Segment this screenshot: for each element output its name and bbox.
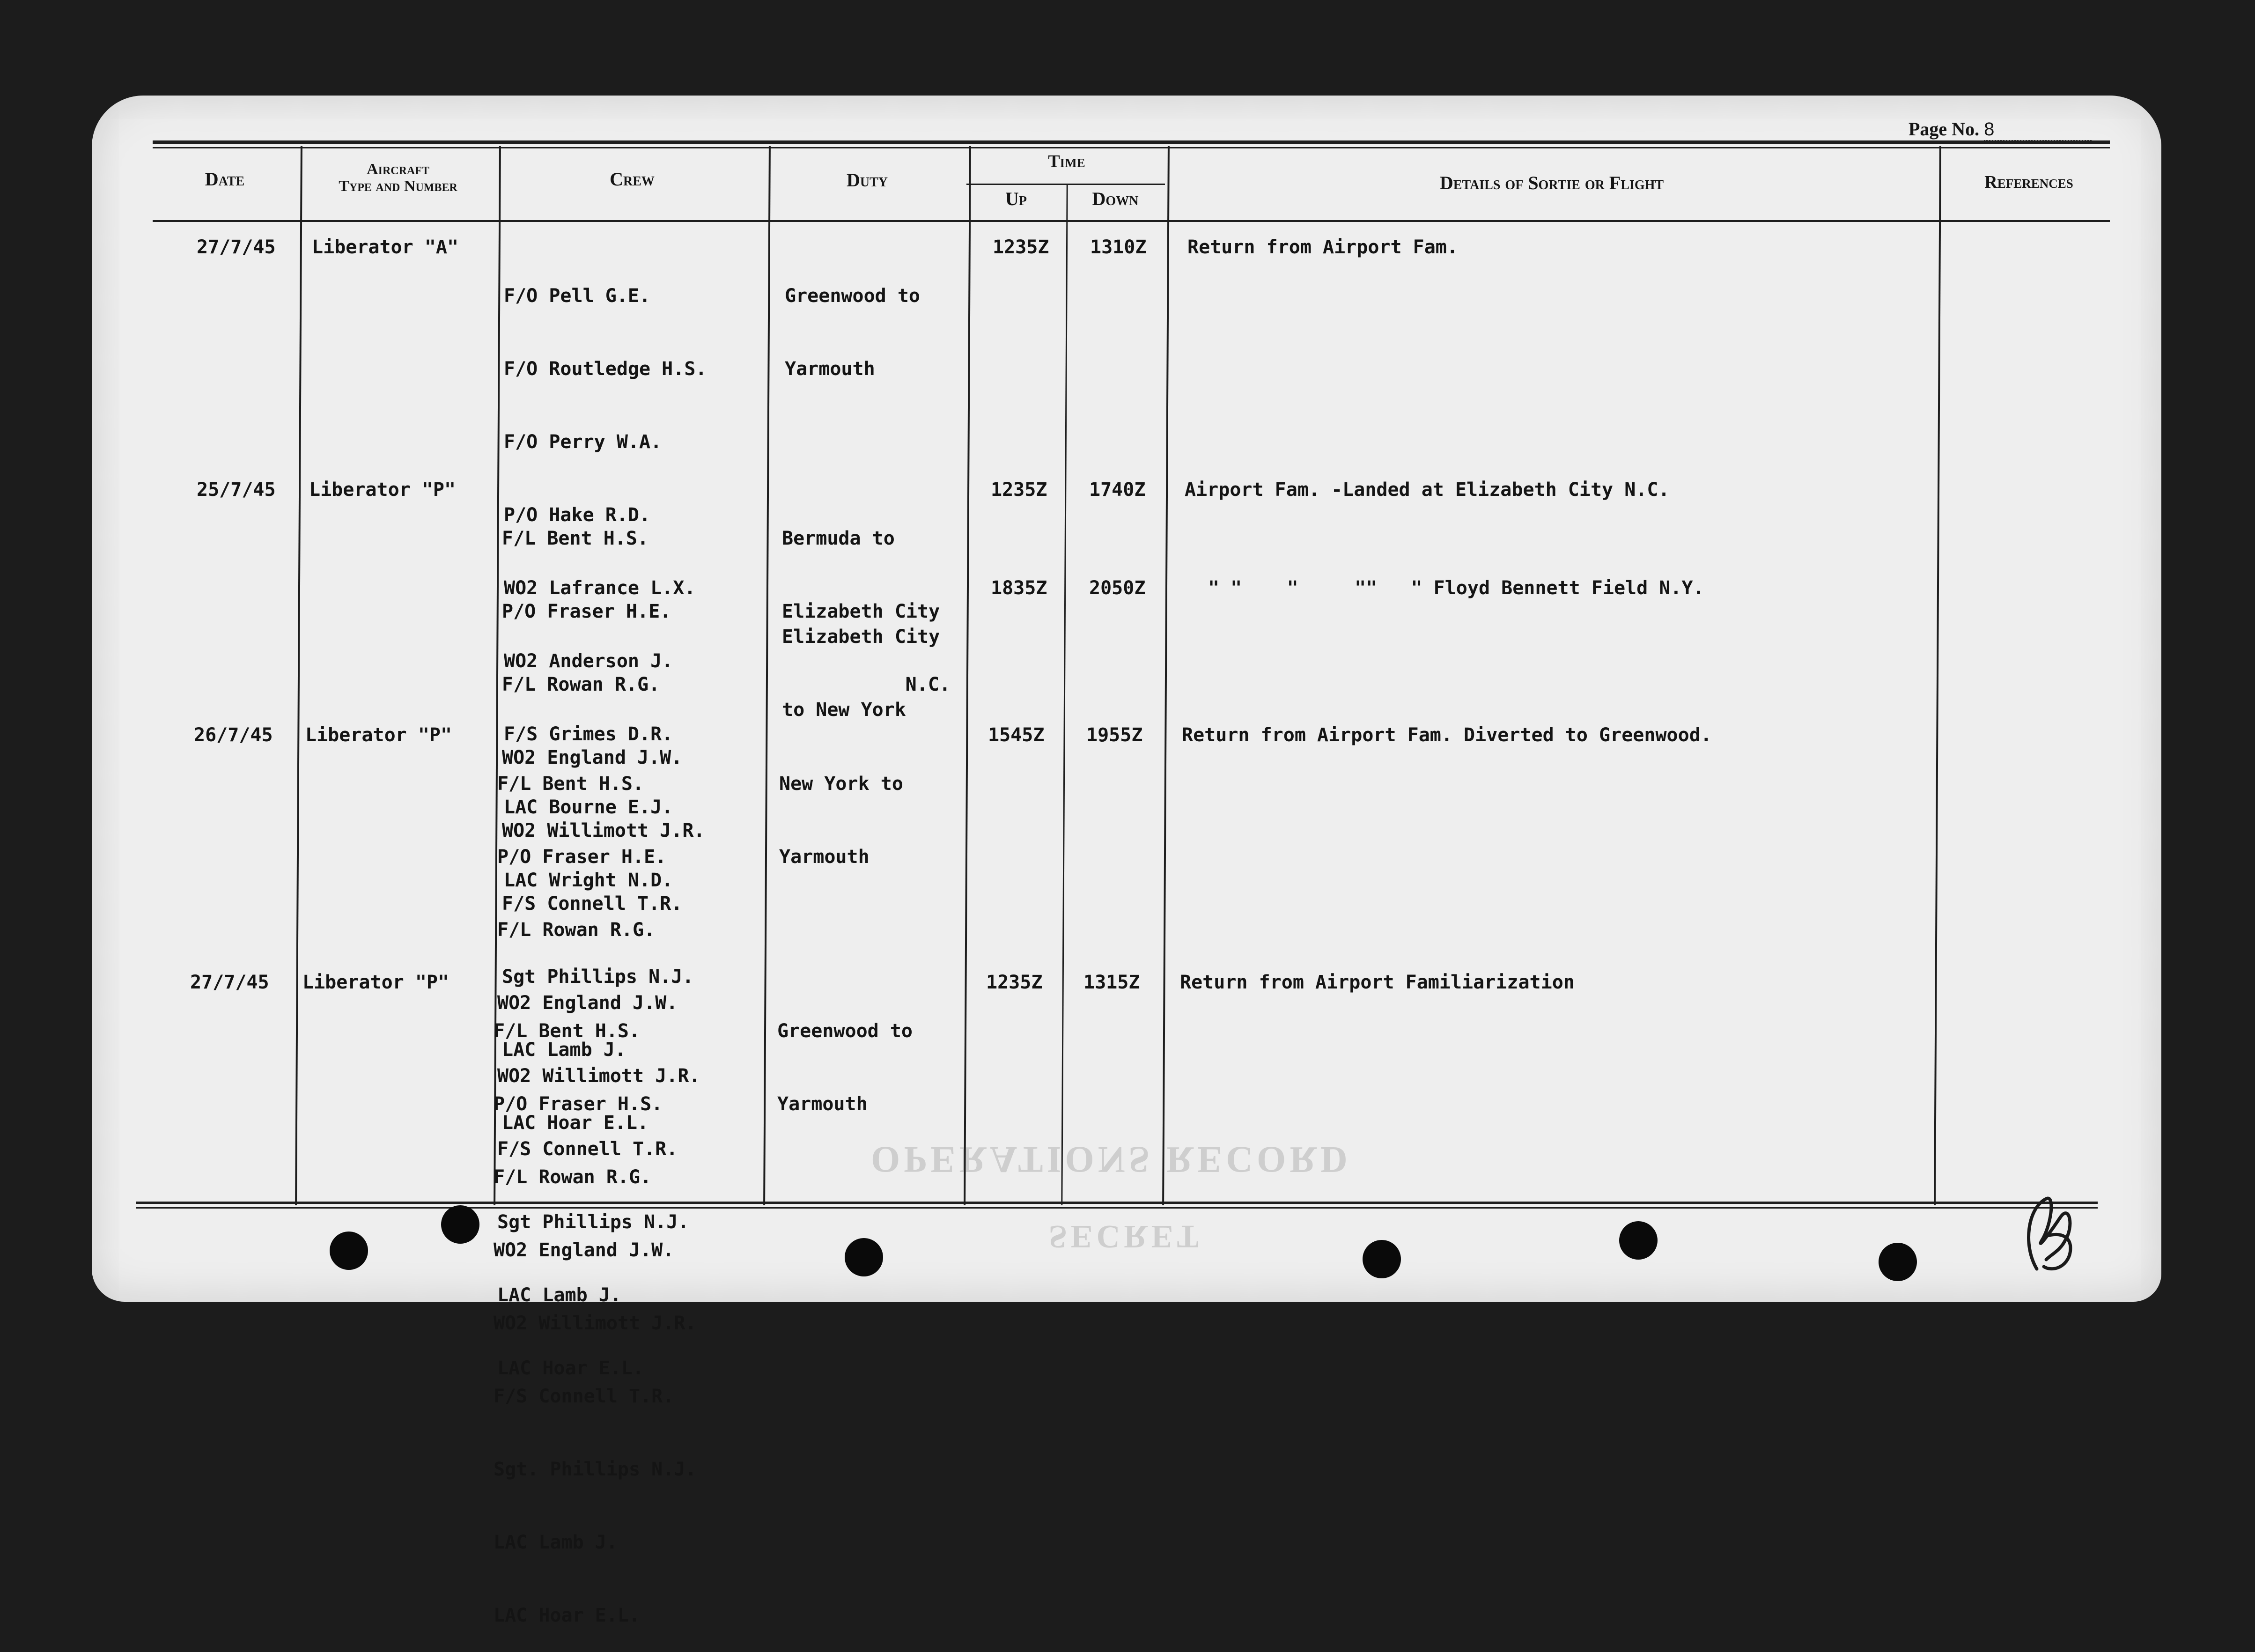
crew-member: WO2 England J.W.	[494, 1239, 674, 1261]
bleed-through-text: OPERATIONS RECORD	[871, 1139, 1351, 1180]
duty-line: Yarmouth	[779, 846, 870, 868]
crew-member: P/O Fraser H.E.	[502, 601, 671, 622]
entry-aircraft: Liberator "P"	[302, 972, 450, 993]
crew-member: Sgt. Phillips N.J.	[494, 1459, 697, 1480]
header-aircraft-line1: Aircraft	[367, 161, 429, 178]
bottom-rule-thin	[136, 1207, 2098, 1209]
crew-member: WO2 England J.W.	[502, 747, 683, 768]
crew-member: F/S Grimes D.R.	[504, 723, 673, 745]
crew-member: WO2 Willimott J.R.	[494, 1313, 697, 1334]
crew-member: F/O Routledge H.S.	[504, 358, 707, 380]
header-duty: Duty	[846, 170, 888, 191]
crew-member: LAC Hoar E.L.	[502, 1112, 649, 1134]
entry-aircraft: Liberator "P"	[305, 724, 452, 746]
duty-line: New York to	[779, 773, 903, 795]
bottom-rule	[136, 1202, 2098, 1204]
header-crew: Crew	[610, 169, 655, 190]
crew-list	[494, 970, 696, 1652]
top-rule-thin	[153, 147, 2110, 148]
time-down: 1315Z	[1083, 972, 1140, 993]
header-aircraft	[300, 161, 496, 194]
time-up: 1545Z	[988, 724, 1045, 746]
duty	[777, 970, 913, 1141]
time-down: 2050Z	[1089, 577, 1146, 599]
duty-line: Greenwood to	[777, 1020, 913, 1042]
crew-member: F/L Bent H.S.	[494, 1020, 641, 1042]
binder-hole	[1879, 1243, 1917, 1281]
duty-line: Yarmouth	[777, 1093, 868, 1115]
crew-member: P/O Fraser H.E.	[497, 846, 667, 868]
header-up: Up	[1005, 188, 1027, 209]
time-down: 1310Z	[1090, 236, 1147, 258]
time-down: 1955Z	[1086, 724, 1143, 746]
header-time: Time	[1048, 152, 1085, 171]
binder-hole	[1363, 1240, 1401, 1278]
entry-date: 25/7/45	[197, 479, 276, 501]
header-details: Details of Sortie or Flight	[1439, 172, 1664, 193]
time-up: 1235Z	[991, 479, 1047, 501]
crew-member: LAC Hoar E.L.	[497, 1357, 644, 1379]
record-sheet	[92, 96, 2161, 1302]
crew-member: F/S Connell T.R.	[502, 893, 683, 914]
entry-date: 26/7/45	[194, 724, 273, 746]
crew-member: F/L Rowan R.G.	[494, 1166, 652, 1188]
crew-member: F/S Connell T.R.	[497, 1138, 678, 1160]
crew-member: P/O Hake R.D.	[504, 504, 651, 526]
header-down: Down	[1092, 188, 1139, 209]
header-bottom-rule	[153, 220, 2110, 222]
crew-member: F/L Bent H.S.	[502, 528, 649, 549]
crew-member: Sgt Phillips N.J.	[497, 1211, 689, 1233]
entry-date: 27/7/45	[197, 236, 276, 258]
time-up: 1235Z	[986, 972, 1043, 993]
crew-member: LAC Bourne E.J.	[504, 796, 673, 818]
crew-member: LAC Lamb J.	[494, 1532, 618, 1553]
crew-member: WO2 England J.W.	[497, 992, 678, 1014]
crew-member: F/O Pell G.E.	[504, 285, 651, 307]
crew-member: F/L Bent H.S.	[497, 773, 644, 795]
duty-line: Bermuda to	[782, 528, 895, 549]
crew-member: F/O Perry W.A.	[504, 431, 662, 453]
duty-line: Greenwood to	[785, 285, 920, 307]
duty	[779, 723, 903, 893]
time-up: 1235Z	[993, 236, 1049, 258]
header-aircraft-line2: Type and Number	[339, 177, 457, 195]
header-date: Date	[205, 169, 245, 190]
page-number-value: 8	[1984, 119, 2092, 141]
binder-hole	[330, 1232, 368, 1270]
binder-hole	[845, 1238, 883, 1276]
crew-member: WO2 Anderson J.	[504, 650, 673, 672]
entry-aircraft: Liberator "P"	[309, 479, 456, 501]
binder-hole	[1619, 1221, 1658, 1260]
entry-aircraft: Liberator "A"	[312, 236, 459, 258]
crew-member: LAC Lamb J.	[497, 1284, 621, 1306]
page-number-label: Page No.	[1909, 118, 1980, 140]
details: Return from Airport Familiarization	[1180, 972, 1575, 993]
duty	[782, 576, 940, 746]
duty-line: Elizabeth City	[782, 626, 940, 648]
duty-line: Elizabeth City	[782, 601, 940, 622]
handwritten-initials-icon	[2018, 1189, 2084, 1278]
crew-member: WO2 Willimott J.R.	[497, 1065, 700, 1087]
duty-line: N.C.	[905, 674, 951, 695]
time-split-rule	[966, 184, 1165, 185]
crew-member: F/S Connell T.R.	[494, 1386, 674, 1407]
crew-member: WO2 Lafrance L.X.	[504, 577, 696, 599]
crew-member: Sgt Phillips N.J.	[502, 966, 694, 988]
crew-member: F/L Rowan R.G.	[502, 674, 660, 695]
crew-member: WO2 Willimott J.R.	[502, 820, 705, 841]
details: Airport Fam. -Landed at Elizabeth City N.C.	[1185, 479, 1670, 501]
page-number	[1909, 118, 2092, 141]
details: Return from Airport Fam. Diverted to Greenwood.	[1182, 724, 1712, 746]
crew-member: LAC Lamb J.	[502, 1039, 626, 1061]
top-rule	[153, 140, 2110, 144]
binder-hole	[441, 1205, 479, 1244]
duty-line: to New York	[782, 699, 906, 721]
crew-member: F/L Rowan R.G.	[497, 919, 656, 941]
time-up: 1835Z	[991, 577, 1047, 599]
bleed-through-text: SECRET	[1049, 1218, 1203, 1254]
crew-member: P/O Fraser H.S.	[494, 1093, 663, 1115]
crew-member: LAC Hoar E.L.	[494, 1605, 641, 1626]
entry-date: 27/7/45	[190, 972, 269, 993]
header-references: References	[1984, 172, 2073, 192]
duty	[785, 235, 920, 406]
details: " " " "" " Floyd Bennett Field N.Y.	[1208, 577, 1704, 599]
time-down: 1740Z	[1089, 479, 1146, 501]
crew-member: LAC Wright N.D.	[504, 870, 673, 891]
details: Return from Airport Fam.	[1187, 236, 1458, 258]
duty-line: Yarmouth	[785, 358, 875, 380]
